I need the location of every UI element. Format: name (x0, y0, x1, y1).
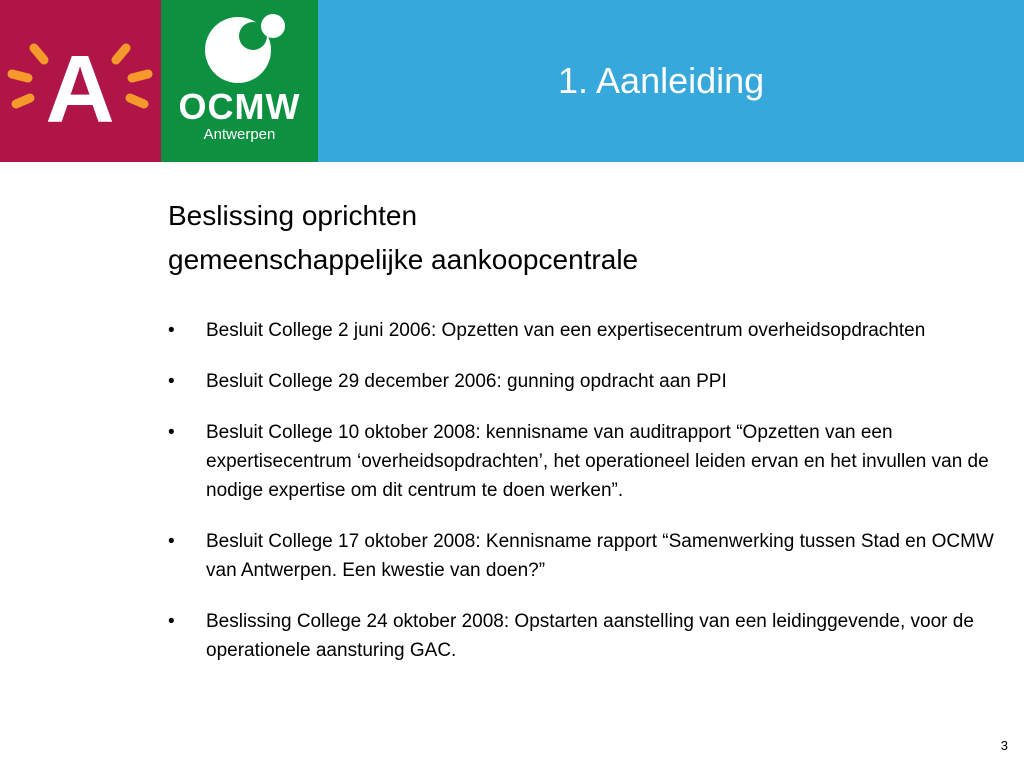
ocmw-logo-graphic (161, 0, 318, 90)
subtitle-line-2: gemeenschappelijke aankoopcentrale (168, 244, 639, 275)
bullet-marker: • (168, 320, 175, 341)
antwerpen-logo (0, 0, 161, 162)
bullet-item (168, 367, 998, 396)
bullet-text: Besluit College 17 oktober 2008: Kennisname rapport “Samenwerking tussen Stad en OCMW van Antwerpen. Een kwestie van doen?” (206, 531, 994, 581)
antwerpen-a-letter: A (45, 36, 115, 143)
bullet-marker: • (168, 371, 175, 392)
bullet-item (168, 527, 998, 585)
bullet-item (168, 607, 998, 665)
antwerpen-logo-graphic (0, 0, 161, 162)
bullet-text: Beslissing College 24 oktober 2008: Opstarten aanstelling van een leidinggevende, voor de operationele aansturing GAC. (206, 611, 974, 661)
bullet-item (168, 418, 998, 505)
slide-title: 1. Aanleiding (558, 60, 765, 101)
bullet-text: Besluit College 10 oktober 2008: kennisname van auditrapport “Opzetten van een expertisecentrum ‘overheidsopdrachten’, het operationeel leiden ervan en het invullen van de nodige expertise om dit centrum te doen werken”. (206, 422, 989, 501)
bullet-text: Besluit College 29 december 2006: gunning opdracht aan PPI (206, 371, 727, 392)
bullet-marker: • (168, 611, 175, 632)
bullet-list (168, 316, 998, 687)
ocmw-logo (161, 0, 318, 162)
slide-subtitle (168, 194, 638, 282)
ocmw-logo-city: Antwerpen (203, 126, 276, 143)
subtitle-line-1: Beslissing oprichten (168, 200, 418, 231)
page-number: 3 (1000, 738, 1008, 753)
bullet-marker: • (168, 531, 175, 552)
header-bar (0, 0, 1024, 162)
bullet-marker: • (168, 422, 175, 443)
bullet-item (168, 316, 998, 345)
bullet-text: Besluit College 2 juni 2006: Opzetten van een expertisecentrum overheidsopdrachten (206, 320, 926, 341)
ocmw-logo-text: OCMW (178, 86, 301, 127)
